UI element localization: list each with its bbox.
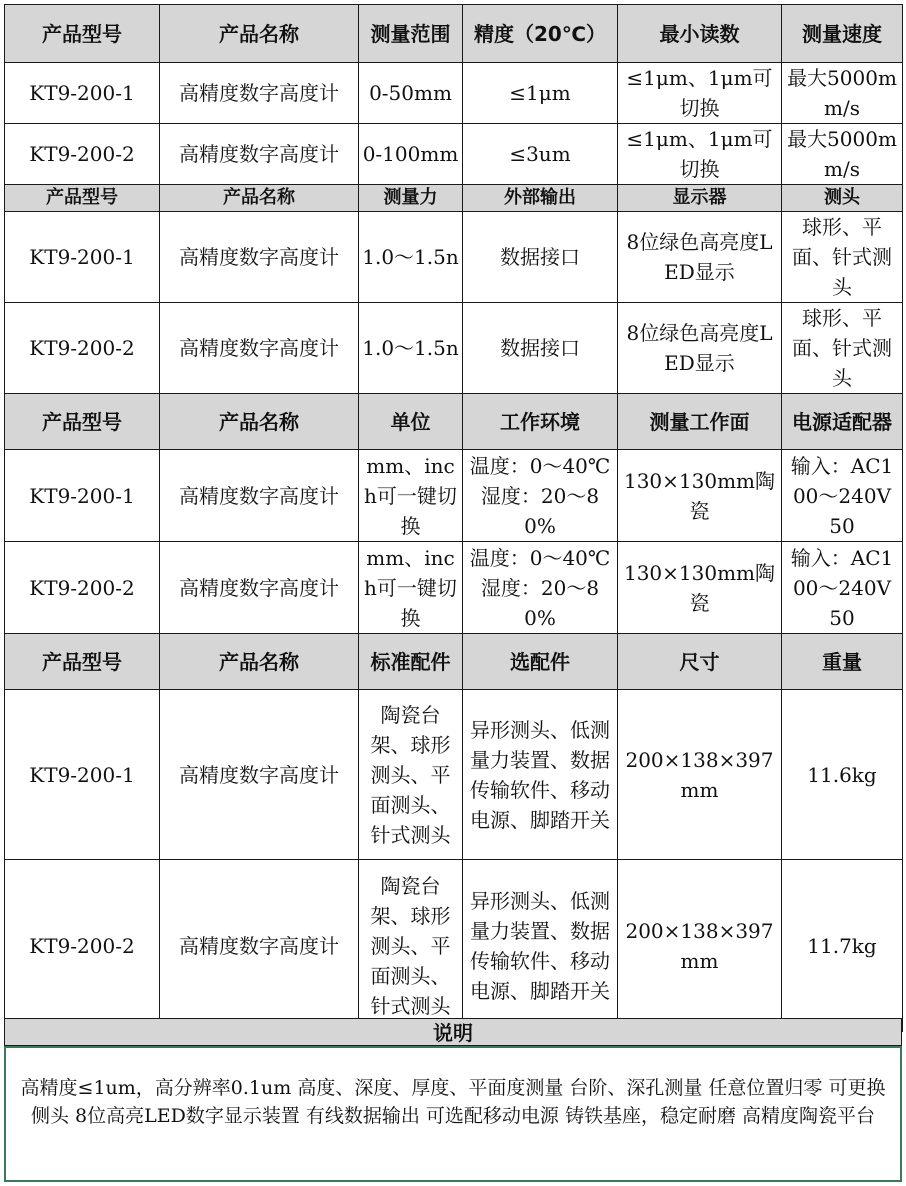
table-cell: 温度：0～40℃ 湿度：20～80%	[463, 450, 618, 542]
column-header: 产品名称	[160, 5, 359, 63]
table-cell: KT9-200-2	[5, 303, 160, 394]
column-header: 产品型号	[5, 5, 160, 63]
table-row	[5, 124, 903, 185]
column-header: 标准配件	[359, 634, 463, 690]
header-row	[5, 634, 903, 690]
column-header: 单位	[359, 394, 463, 450]
column-header: 重量	[782, 634, 903, 690]
table-cell: 陶瓷台架、球形测头、平面测头、针式测头	[359, 690, 463, 860]
table-cell: 高精度数字高度计	[160, 63, 359, 124]
spec-table-body	[5, 5, 903, 1032]
table-cell: 200×138×397mm	[618, 690, 782, 860]
column-header: 工作环境	[463, 394, 618, 450]
table-cell: 数据接口	[463, 303, 618, 394]
table-cell: 高精度数字高度计	[160, 124, 359, 185]
table-cell: 11.7kg	[782, 860, 903, 1032]
table-cell: KT9-200-1	[5, 450, 160, 542]
spec-table	[4, 4, 903, 1032]
table-cell: ≤3um	[463, 124, 618, 185]
table-cell: 温度：0～40℃ 湿度：20～80%	[463, 542, 618, 634]
table-row	[5, 450, 903, 542]
table-cell: 高精度数字高度计	[160, 690, 359, 860]
column-header: 测量工作面	[618, 394, 782, 450]
table-cell: 最大5000mm/s	[782, 124, 903, 185]
column-header: 产品型号	[5, 185, 160, 212]
column-header: 显示器	[618, 185, 782, 212]
column-header: 测量力	[359, 185, 463, 212]
column-header: 最小读数	[618, 5, 782, 63]
table-row	[5, 212, 903, 303]
table-row	[5, 860, 903, 1032]
table-cell: ≤1μm	[463, 63, 618, 124]
column-header: 测量速度	[782, 5, 903, 63]
table-cell: KT9-200-2	[5, 860, 160, 1032]
table-cell: 输入：AC100～240V 50	[782, 450, 903, 542]
column-header: 产品名称	[160, 634, 359, 690]
table-cell: 高精度数字高度计	[160, 303, 359, 394]
table-cell: mm、inch可一键切换	[359, 542, 463, 634]
header-row	[5, 5, 903, 63]
table-cell: 球形、平面、针式测头	[782, 212, 903, 303]
note-title: 说明	[4, 1018, 902, 1046]
table-cell: 130×130mm陶瓷	[618, 450, 782, 542]
column-header: 外部输出	[463, 185, 618, 212]
table-cell: ≤1μm、1μm可切换	[618, 63, 782, 124]
header-row	[5, 394, 903, 450]
column-header: 测量范围	[359, 5, 463, 63]
table-cell: KT9-200-1	[5, 212, 160, 303]
table-row	[5, 63, 903, 124]
note-body: 高精度≤1um，高分辨率0.1um 高度、深度、厚度、平面度测量 台阶、深孔测量 任意位置归零 可更换侧头 8位高亮LED数字显示装置 有线数据输出 可选配移动电源 铸铁基座，稳定耐磨 高精度陶瓷平台	[4, 1046, 902, 1182]
table-cell: 异形测头、低测量力装置、数据传输软件、移动电源、脚踏开关	[463, 690, 618, 860]
table-cell: 陶瓷台架、球形测头、平面测头、针式测头	[359, 860, 463, 1032]
table-cell: KT9-200-1	[5, 63, 160, 124]
table-cell: 最大5000mm/s	[782, 63, 903, 124]
table-cell: 8位绿色高亮度LED显示	[618, 212, 782, 303]
column-header: 测头	[782, 185, 903, 212]
table-cell: 200×138×397mm	[618, 860, 782, 1032]
table-cell: 输入：AC100～240V 50	[782, 542, 903, 634]
table-cell: 高精度数字高度计	[160, 450, 359, 542]
table-cell: KT9-200-2	[5, 542, 160, 634]
table-cell: 数据接口	[463, 212, 618, 303]
column-header: 电源适配器	[782, 394, 903, 450]
table-row	[5, 542, 903, 634]
column-header: 精度（20℃）	[463, 5, 618, 63]
table-cell: 0-100mm	[359, 124, 463, 185]
table-cell: 8位绿色高亮度LED显示	[618, 303, 782, 394]
table-cell: KT9-200-1	[5, 690, 160, 860]
table-cell: 球形、平面、针式测头	[782, 303, 903, 394]
column-header: 尺寸	[618, 634, 782, 690]
column-header: 产品名称	[160, 185, 359, 212]
table-cell: 130×130mm陶瓷	[618, 542, 782, 634]
table-cell: 高精度数字高度计	[160, 542, 359, 634]
table-cell: KT9-200-2	[5, 124, 160, 185]
table-cell: mm、inch可一键切换	[359, 450, 463, 542]
table-cell: 1.0～1.5n	[359, 212, 463, 303]
table-cell: 11.6kg	[782, 690, 903, 860]
table-cell: 高精度数字高度计	[160, 212, 359, 303]
header-row	[5, 185, 903, 212]
table-cell: ≤1μm、1μm可切换	[618, 124, 782, 185]
column-header: 产品型号	[5, 634, 160, 690]
table-cell: 高精度数字高度计	[160, 860, 359, 1032]
table-cell: 0-50mm	[359, 63, 463, 124]
column-header: 产品名称	[160, 394, 359, 450]
column-header: 产品型号	[5, 394, 160, 450]
table-cell: 1.0～1.5n	[359, 303, 463, 394]
table-row	[5, 303, 903, 394]
table-row	[5, 690, 903, 860]
table-cell: 异形测头、低测量力装置、数据传输软件、移动电源、脚踏开关	[463, 860, 618, 1032]
column-header: 选配件	[463, 634, 618, 690]
